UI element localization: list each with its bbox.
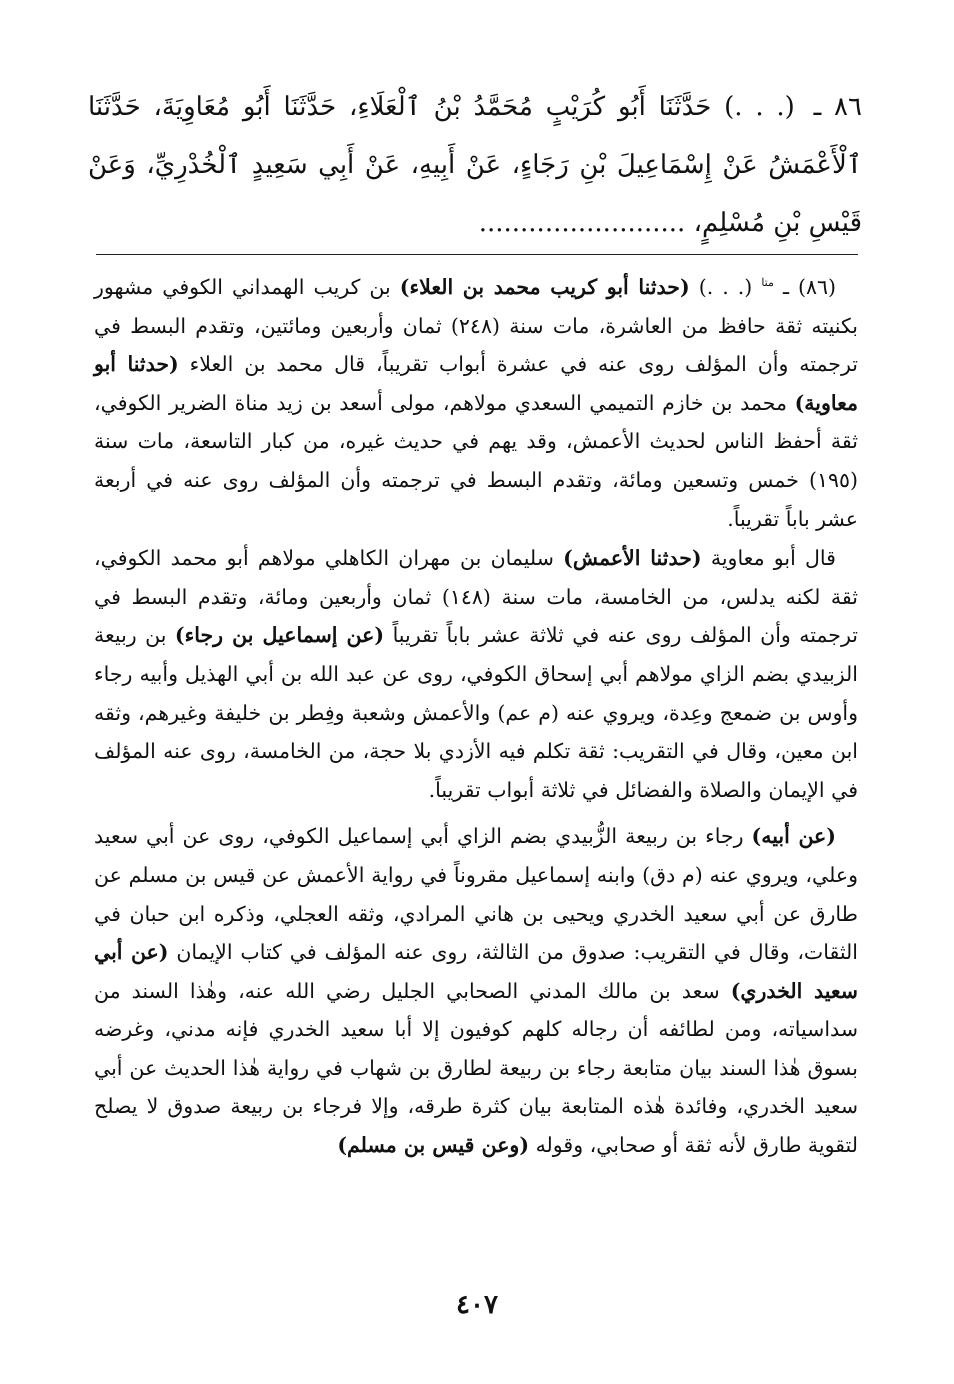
hadith-text-block — [88, 78, 862, 252]
commentary-text: بن كريب الهمداني الكوفي مشهور بكنيته ثقة حافظ من العاشرة، مات سنة (٢٤٨) ثمان وأربعين ومائتين، وتقدم البسط في ترجمته وأن المؤلف روى عنه في عشرة أبواب تقريباً، قال محمد بن العلاء — [94, 275, 858, 377]
commentary-text: سعد بن مالك المدني الصحابي الجليل رضي الله عنه، وهٰذا السند من سداسياته، ومن لطائفه أن رجاله كلهم كوفيون إلا أبا سعيد الخدري فإنه مدني، وغرضه بسوق هٰذا السند بيان متابعة رجاء بن ربيعة لطارق بن شهاب في رواية هٰذا الحديث عن أبي سعيد الخدري، وفائدة هٰذه المتابعة بيان كثرة طرقه، وإلا فرجاء بن ربيعة صدوق لا يصلح لتقوية طارق لأنه ثقة أو صحابي، وقوله — [94, 978, 858, 1158]
commentary-paragraph-3 — [94, 817, 858, 1164]
commentary-text: سليمان بن مهران الكاهلي مولاهم أبو محمد الكوفي، ثقة لكنه يدلس، من الخامسة، مات سنة (١٤٨) ثمان وأربعين ومائة، وتقدم البسط في ترجمته وأن المؤلف روى عنه في ثلاثة عشر باباً تقريباً — [94, 546, 859, 648]
hadith-number: ٨٦ ـ — [813, 92, 862, 122]
commentary-number: (٨٦) ـ — [782, 275, 836, 299]
hadith-dots: ......................... — [478, 208, 686, 238]
narrator-abu-muawiya: (حدثنا أبو معاوية) — [94, 352, 858, 415]
hadith-ellipsis: (. . .) — [724, 92, 795, 122]
narrator-abu-kurayb: (حدثنا أبو كريب محمد بن العلاء) — [399, 275, 690, 299]
commentary-paragraph-1 — [94, 268, 858, 538]
commentary-block — [94, 268, 858, 1165]
separator-line — [96, 254, 858, 255]
narrator-qays-bin-muslim: (وعن قيس بن مسلم) — [337, 1133, 530, 1158]
hadith-body: حَدَّثَنَا أَبُو كُرَيْبٍ مُحَمَّدُ بْنُ ٱلْعَلَاءِ، حَدَّثَنَا أَبُو مُعَاوِيَةَ، حَدَّثَنَا ٱلْأَعْمَشُ عَنْ إِسْمَاعِيلَ بْنِ رَجَاءٍ، عَنْ أَبِيهِ، عَنْ أَبِي سَعِيدٍ ٱلْخُدْرِيِّ، وَعَنْ قَيْسِ بْنِ مُسْلِمٍ، — [88, 92, 862, 238]
page-number: ٤٠٧ — [456, 1290, 498, 1320]
narrator-al-amash: (حدثنا الأعمش) — [563, 546, 702, 571]
commentary-ellipsis: (. . .) — [698, 275, 753, 299]
commentary-text: محمد بن خازم التميمي السعدي مولاهم، مولى أسعد بن زيد مناة الضرير الكوفي، ثقة أحفظ الناس لحديث الأعمش، وقد يهم في حديث غيره، من كبار التاسعة، مات سنة (١٩٥) خمس وتسعين ومائة، وتقدم البسط في ترجمته وأن المؤلف روى عنه في أربعة عشر باباً تقريباً. — [94, 390, 858, 531]
commentary-text: رجاء بن ربيعة الزُّبيدي بضم الزاي أبي إسماعيل الكوفي، روى عن أبي سعيد وعلي، ويروي عنه (م دق) وابنه إسماعيل مقروناً في رواية الأعمش عن قيس بن مسلم عن طارق عن أبي سعيد الخدري ويحيى بن هاني المرادي، وثقه العجلي، وذكره ابن حبان في الثقات، وقال في التقريب: صدوق من الثالثة، روى عنه المؤلف في كتاب الإيمان — [94, 824, 858, 965]
commentary-paragraph-2 — [94, 539, 858, 809]
commentary-superscript: متا — [761, 276, 774, 290]
narrator-abu-said-al-khudri: (عن أبي سعيد الخدري) — [94, 940, 858, 1003]
narrator-ismail-bin-raja: (عن إسماعيل بن رجاء) — [174, 623, 385, 648]
commentary-text: قال أبو معاوية — [710, 546, 836, 571]
narrator-his-father: (عن أبيه) — [751, 824, 836, 849]
commentary-text: بن ربيعة الزبيدي بضم الزاي مولاهم أبي إسحاق الكوفي، روى عن عبد الله بن أبي الهذيل وأبيه رجاء وأوس بن ضمعج وعِدة، ويروي عنه (م عم) والأعمش وشعبة وفِطر بن خليفة وغيرهم، وثقه ابن معين، وقال في التقريب: ثقة تكلم فيه الأزدي بلا حجة، من الخامسة، روى عنه المؤلف في الإيمان والصلاة والفضائل في ثلاثة أبواب تقريباً. — [94, 623, 858, 802]
